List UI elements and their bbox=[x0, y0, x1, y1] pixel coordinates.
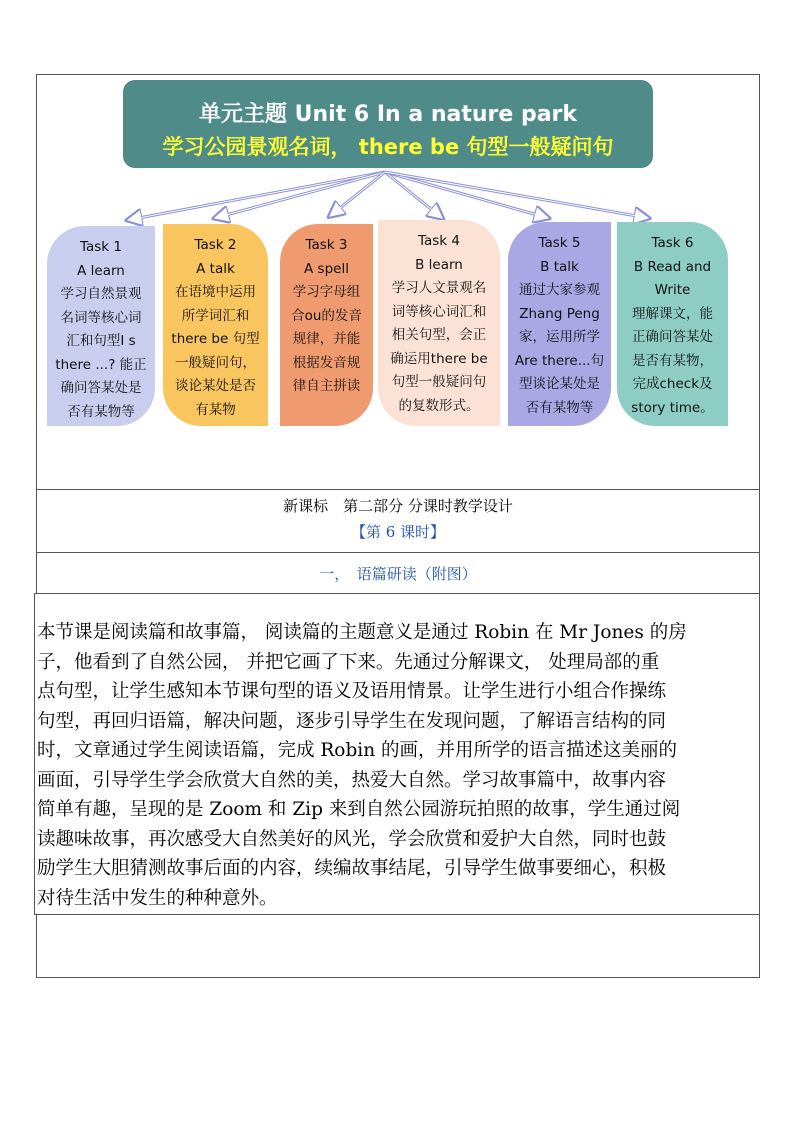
task-card-2 bbox=[163, 224, 268, 426]
task-card-line: 合ou的发音 bbox=[291, 307, 362, 324]
task-card-title: Task 6 bbox=[651, 235, 694, 251]
task-card-line: 规律，并能 bbox=[292, 331, 361, 347]
task-card-line: 正确问答某处 bbox=[632, 329, 713, 345]
task-card-line: 确问答某处是 bbox=[60, 380, 142, 396]
task-card-line: 否有某物等 bbox=[525, 399, 594, 416]
task-card-line: 在语境中运用 bbox=[175, 284, 256, 300]
task-card-line: 通过大家参观 bbox=[519, 282, 600, 298]
task-card-line: 学习人文景观名 bbox=[391, 280, 487, 296]
task-card-line: 学习字母组 bbox=[292, 284, 361, 300]
connector-arrow-inner-2 bbox=[215, 172, 385, 218]
task-card-line: 根据发音规 bbox=[292, 354, 361, 371]
task-card-line: Zhang Peng bbox=[519, 305, 600, 322]
task-card-line: 学习自然景观 bbox=[60, 286, 142, 302]
task-card-line: 理解课文，能 bbox=[632, 305, 713, 322]
paragraph-line: 励学生大胆猜测故事后面的内容，续编故事结尾，引导学生做事要细心，积极 bbox=[37, 858, 667, 879]
lesson-description-paragraph bbox=[37, 618, 761, 913]
paragraph-line: 画面，引导学生学会欣赏大自然的美，热爱大自然。学习故事篇中，故事内容 bbox=[37, 769, 667, 791]
task-card-line: B talk bbox=[540, 258, 579, 275]
task-card-title: Task 3 bbox=[305, 237, 348, 253]
task-card-line: A learn bbox=[77, 262, 125, 279]
paragraph-line: 时，文章通过学生阅读语篇，完成 Robin 的画，并用所学的语言描述这美丽的 bbox=[37, 740, 678, 761]
task-card-line: Are there...句 bbox=[514, 352, 605, 369]
task-card-line: 谈论某处是否 bbox=[175, 378, 256, 394]
task-card-line: 型谈论某处是 bbox=[519, 376, 600, 392]
task-card-line: 名词等核心词 bbox=[60, 309, 142, 326]
paragraph-line: 简单有趣，呈现的是 Zoom 和 Zip 来到自然公园游玩拍照的故事，学生通过阅 bbox=[37, 799, 681, 820]
task-card-line: 是否有某物， bbox=[632, 352, 713, 369]
paragraph-line: 句型，再回归语篇，解决问题，逐步引导学生在发现问题，了解语言结构的同 bbox=[37, 710, 667, 732]
task-card-line: B Read and bbox=[633, 258, 712, 275]
task-card-line: Write bbox=[654, 282, 691, 298]
task-card-line: A spell bbox=[304, 260, 349, 277]
task-card-line: 律自主拼读 bbox=[292, 378, 361, 394]
task-card-1 bbox=[47, 226, 155, 426]
task-card-line: 一般疑问句， bbox=[175, 354, 256, 371]
task-card-title: Task 2 bbox=[194, 237, 237, 253]
paragraph-line: 对待生活中发生的种种意外。 bbox=[37, 887, 278, 909]
section-subtitle: 新课标 第二部分 分课时教学设计 bbox=[283, 497, 513, 515]
task-card-line: 确运用there be bbox=[390, 350, 488, 367]
task-card-line: 汇和句型I s bbox=[66, 333, 136, 349]
task-card-line: 否有某物等 bbox=[67, 403, 135, 420]
lesson-number-label: 【第 6 课时】 bbox=[350, 523, 446, 541]
unit-theme-title: 单元主题 Unit 6 In a nature park bbox=[198, 102, 578, 127]
text-study-heading: 一， 语篇研读（附图） bbox=[319, 565, 477, 583]
task-card-line: story time。 bbox=[631, 399, 714, 416]
task-card-title: Task 1 bbox=[79, 239, 123, 255]
task-card-line: 句型一般疑问句 bbox=[391, 374, 487, 390]
paragraph-line: 子，他看到了自然公园， 并把它画了下来。先通过分解课文， 处理局部的重 bbox=[37, 651, 660, 673]
task-card-line: 家，运用所学 bbox=[519, 329, 600, 345]
task-card-title: Task 5 bbox=[538, 235, 581, 251]
task-card-line: 的复数形式。 bbox=[398, 397, 480, 414]
paragraph-line: 点句型，让学生感知本节课句型的语义及语用情景。让学生进行小组合作操练 bbox=[37, 681, 667, 702]
task-card-3 bbox=[280, 224, 373, 426]
paragraph-line: 本节课是阅读篇和故事篇， 阅读篇的主题意义是通过 Robin 在 Mr Jones 的房 bbox=[37, 622, 687, 643]
unit-theme-banner bbox=[123, 80, 653, 168]
task-card-line: 完成check及 bbox=[632, 376, 713, 392]
task-card-line: there be 句型 bbox=[171, 331, 260, 347]
paragraph-line: 读趣味故事，再次感受大自然美好的风光，学会欣赏和爱护大自然，同时也鼓 bbox=[37, 828, 667, 850]
task-card-5 bbox=[508, 222, 611, 426]
task-card-line: there ...? 能正 bbox=[55, 356, 147, 373]
task-card-line: A talk bbox=[196, 260, 235, 277]
task-card-6 bbox=[617, 222, 728, 426]
task-card-title: Task 4 bbox=[417, 233, 461, 249]
task-card-line: B learn bbox=[415, 256, 463, 273]
task-card-line: 所学词汇和 bbox=[181, 307, 250, 324]
unit-theme-subtitle: 学习公园景观名词， there be 句型一般疑问句 bbox=[162, 135, 614, 159]
task-card-line: 相关句型，会正 bbox=[391, 327, 487, 343]
task-card-line: 有某物 bbox=[195, 401, 236, 418]
connector-arrow-inner-1 bbox=[128, 172, 385, 220]
task-card-line: 词等核心词汇和 bbox=[391, 303, 487, 320]
task-card-4 bbox=[378, 220, 500, 426]
connector-arrow-inner-6 bbox=[385, 172, 648, 218]
